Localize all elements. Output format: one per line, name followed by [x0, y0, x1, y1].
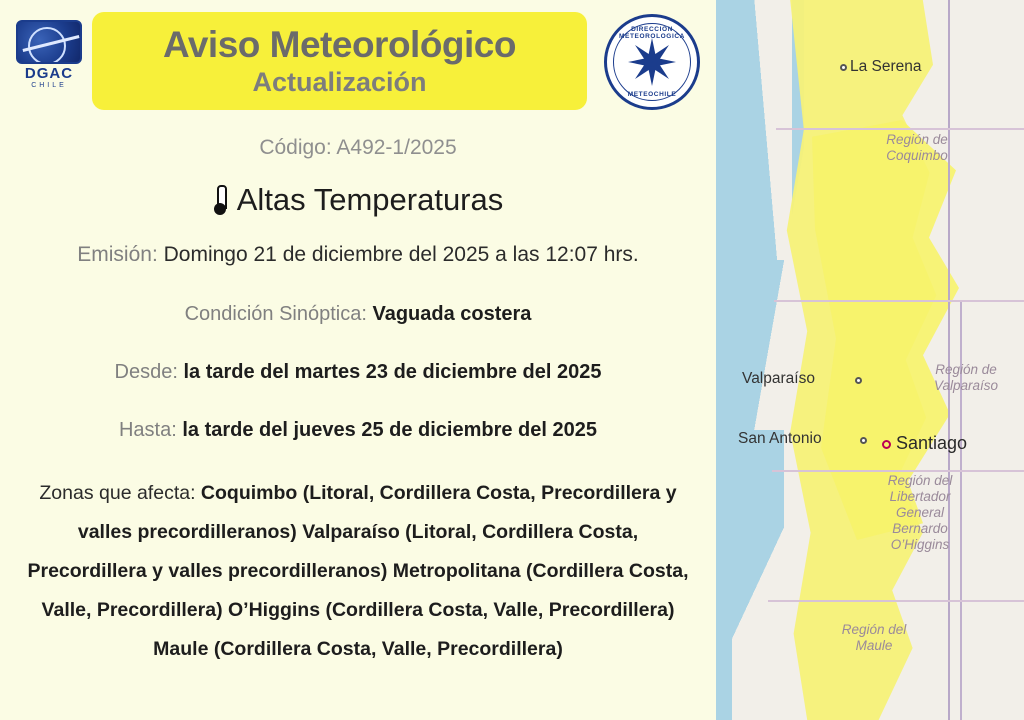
region-label-line: Valparaíso	[933, 378, 999, 393]
region-label-coquimbo	[862, 132, 972, 164]
city-marker[interactable]	[840, 64, 847, 71]
zone-line: Metropolitana (Cordillera Costa, Valle, Precordillera)	[41, 560, 689, 621]
zone-line: Coquimbo (Litoral, Cordillera Costa, Precordillera y	[200, 482, 677, 504]
affected-zones	[18, 474, 698, 669]
alert-map[interactable]	[716, 0, 1024, 720]
from-value: la tarde del martes 23 de diciembre del 2025	[183, 361, 602, 383]
region-label-ohiggins	[858, 473, 982, 553]
zone-line: Maule (Cordillera Costa, Valle, Precordillera)	[153, 638, 563, 660]
code-label: Código:	[259, 136, 332, 159]
city-label-valparaiso: Valparaíso	[742, 370, 815, 387]
hazard-name: Altas Temperaturas	[236, 182, 504, 217]
city-marker[interactable]	[855, 377, 862, 384]
title-band	[92, 12, 587, 110]
code-line	[0, 136, 716, 160]
globe-icon	[16, 20, 82, 64]
emission-label: Emisión:	[77, 243, 158, 266]
meteochile-logo-arc-top: DIRECCION METEOROLOGICA	[619, 26, 685, 40]
zones-label: Zonas que afecta:	[39, 482, 196, 504]
from-label: Desde:	[114, 361, 178, 383]
city-label-santiago: Santiago	[896, 433, 968, 453]
meteochile-logo-arc-bottom: METEOCHILE	[627, 91, 677, 98]
dgac-logo-country: CHILE	[31, 82, 67, 89]
synoptic-value: Vaguada costera	[372, 303, 532, 325]
city-label-la-serena: La Serena	[850, 58, 922, 75]
thermometer-icon	[213, 185, 227, 215]
zone-line: O’Higgins (Cordillera Costa, Valle, Precordillera)	[227, 599, 675, 621]
synoptic-label: Condición Sinóptica:	[184, 303, 367, 325]
city-label-san-antonio: San Antonio	[738, 430, 822, 447]
zone-line: precordilleranos)	[228, 560, 388, 582]
to-value: la tarde del jueves 25 de diciembre del 2025	[182, 419, 598, 441]
region-boundary	[772, 470, 1024, 472]
region-label-line: Región del	[841, 622, 907, 637]
meteochile-logo	[604, 14, 700, 110]
from-row	[0, 361, 716, 384]
to-row	[0, 419, 716, 442]
code-value: A492-1/2025	[336, 136, 457, 159]
capital-marker[interactable]	[882, 440, 891, 449]
region-label-line: Región del	[887, 473, 953, 488]
region-boundary	[774, 300, 1024, 302]
region-label-line: O’Higgins	[890, 537, 950, 552]
coastline-south	[732, 430, 784, 720]
region-boundary	[776, 128, 1024, 130]
to-label: Hasta:	[118, 419, 177, 441]
zone-line: valles precordilleranos)	[77, 521, 297, 543]
dgac-logo-name: DGAC	[24, 65, 74, 82]
emission-value: Domingo 21 de diciembre del 2025 a las 12:07 hrs.	[163, 243, 639, 266]
page-subtitle: Actualización	[252, 67, 427, 97]
region-label-line: General	[895, 505, 945, 520]
region-label-line: Maule	[855, 638, 893, 653]
zone-line: Valparaíso (Litoral, Cordillera Costa, Precordillera y valles	[27, 521, 639, 582]
region-label-line: Región de	[886, 132, 948, 147]
national-border	[948, 0, 950, 720]
dgac-logo	[12, 20, 86, 96]
region-label-line: Región de	[935, 362, 997, 377]
region-boundary	[768, 600, 1024, 602]
region-label-line: Coquimbo	[886, 148, 948, 163]
region-label-valparaiso	[912, 362, 1020, 394]
emission-row	[0, 243, 716, 267]
synoptic-row	[0, 303, 716, 326]
hazard-headline	[0, 182, 716, 218]
region-label-line: Bernardo	[892, 521, 948, 536]
region-label-line: Libertador	[889, 489, 951, 504]
compass-star-icon	[628, 38, 676, 86]
page-title: Aviso Meteorológico	[162, 24, 516, 65]
city-marker[interactable]	[860, 437, 867, 444]
region-label-maule	[814, 622, 934, 654]
coastline-north	[752, 0, 792, 260]
